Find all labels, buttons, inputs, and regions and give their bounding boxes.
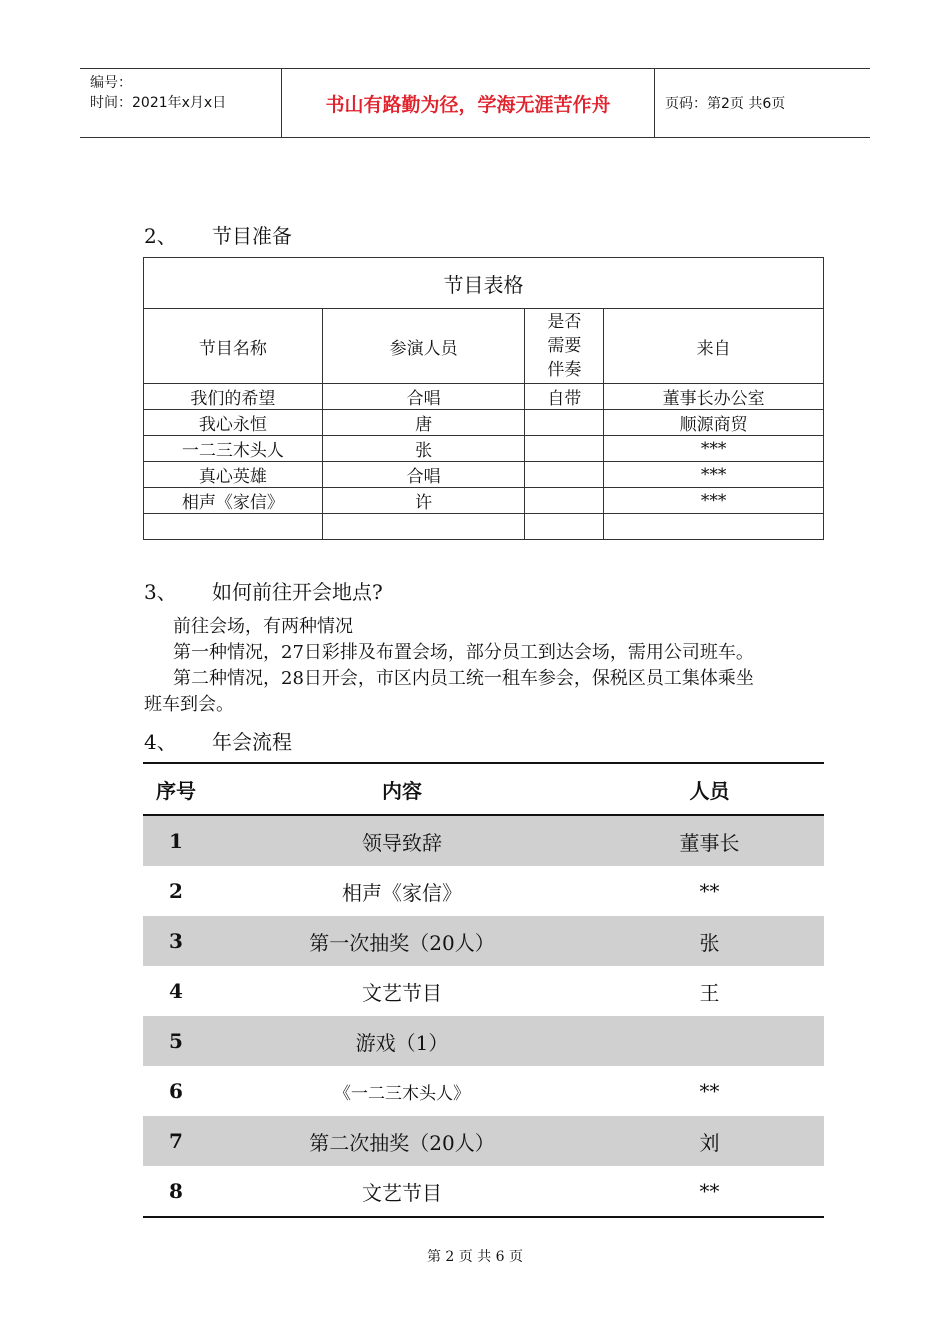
paragraph-line: 前往会场，有两种情况 xyxy=(173,616,353,637)
cell: 一二三木头人 xyxy=(144,436,323,462)
cell xyxy=(525,462,604,488)
table-row xyxy=(143,966,824,1016)
cell: 《一二三木头人》 xyxy=(334,1083,470,1104)
table-row xyxy=(144,410,824,436)
header-cell: 参演人员 xyxy=(322,309,525,384)
table-row xyxy=(143,866,824,916)
cell: 相声《家信》 xyxy=(144,488,323,514)
section-3-body xyxy=(144,614,824,718)
flow-table xyxy=(143,762,824,1218)
cell: ** xyxy=(699,1179,720,1203)
cell xyxy=(525,410,604,436)
cell: 相声《家信》 xyxy=(342,880,462,905)
cell: *** xyxy=(604,488,824,514)
paragraph-line: 第二种情况，28日开会，市区内员工统一租车参会，保税区员工集体乘坐 xyxy=(173,668,754,689)
section-title: 如何前往开会地点? xyxy=(212,580,383,604)
cell: 自带 xyxy=(525,384,604,410)
header-line: 需要 xyxy=(547,336,582,356)
table-row xyxy=(143,816,824,866)
cell: 我心永恒 xyxy=(144,410,323,436)
cell: 8 xyxy=(169,1179,183,1203)
cell: 6 xyxy=(169,1079,183,1103)
cell: ** xyxy=(699,1079,720,1103)
section-2-heading xyxy=(144,220,292,249)
section-title: 年会流程 xyxy=(212,730,292,754)
header-cell: 人员 xyxy=(689,778,730,803)
cell: 1 xyxy=(169,829,183,853)
page-header xyxy=(80,68,870,138)
table-row xyxy=(144,514,824,540)
table-row xyxy=(144,488,824,514)
cell: 领导致辞 xyxy=(362,830,442,855)
time-label: 时间：2021年x月x日 xyxy=(90,95,227,111)
cell: 5 xyxy=(169,1029,183,1053)
table-row xyxy=(144,384,824,410)
cell: 张 xyxy=(699,930,720,955)
cell: 4 xyxy=(169,979,183,1003)
cell: 合唱 xyxy=(322,384,525,410)
table-row xyxy=(143,1116,824,1166)
cell: 7 xyxy=(169,1129,183,1153)
cell: 唐 xyxy=(322,410,525,436)
cell: 王 xyxy=(699,980,720,1005)
section-title: 节目准备 xyxy=(212,224,292,248)
cell: *** xyxy=(604,436,824,462)
cell: 第二次抽奖（20人） xyxy=(309,1130,495,1155)
cell xyxy=(525,488,604,514)
header-meta xyxy=(80,69,282,137)
section-4-heading xyxy=(144,726,292,755)
header-line: 伴奏 xyxy=(547,360,582,380)
section-3-heading xyxy=(144,576,383,605)
program-table xyxy=(143,257,824,540)
header-cell: 序号 xyxy=(156,778,196,803)
section-number: 2、 xyxy=(144,224,177,248)
table-row xyxy=(143,916,824,966)
cell xyxy=(604,514,824,540)
page-footer: 第 2 页 共 6 页 xyxy=(426,1249,524,1265)
cell xyxy=(322,514,525,540)
cell: 3 xyxy=(169,929,183,953)
header-cell: 来自 xyxy=(604,309,824,384)
cell: 董事长 xyxy=(679,830,740,855)
cell xyxy=(525,514,604,540)
cell xyxy=(144,514,323,540)
cell: 真心英雄 xyxy=(144,462,323,488)
cell: 游戏（1） xyxy=(355,1030,449,1055)
header-line: 是否 xyxy=(547,312,582,332)
section-number: 3、 xyxy=(144,580,177,604)
paragraph-line: 第一种情况，27日彩排及布置会场，部分员工到达会场，需用公司班车。 xyxy=(173,642,754,663)
cell: 许 xyxy=(322,488,525,514)
cell: 文艺节目 xyxy=(362,980,442,1005)
cell: 第一次抽奖（20人） xyxy=(309,930,495,955)
cell: 顺源商贸 xyxy=(604,410,824,436)
cell: *** xyxy=(604,462,824,488)
paragraph-line: 班车到会。 xyxy=(144,694,234,715)
number-label: 编号： xyxy=(90,75,132,91)
header-cell: 内容 xyxy=(382,778,422,803)
cell: 文艺节目 xyxy=(362,1180,442,1205)
cell: 2 xyxy=(169,879,183,903)
header-cell: 节目名称 xyxy=(144,309,323,384)
flow-table-header xyxy=(143,764,824,816)
header-page-info: 页码：第2页 共6页 xyxy=(665,96,786,112)
table-row xyxy=(143,1066,824,1116)
cell: 张 xyxy=(322,436,525,462)
table-row xyxy=(144,436,824,462)
cell: 董事长办公室 xyxy=(604,384,824,410)
table-row xyxy=(143,1016,824,1066)
program-table-caption: 节目表格 xyxy=(144,258,824,309)
header-cell-accompany xyxy=(525,309,604,384)
cell: ** xyxy=(699,879,720,903)
cell: 合唱 xyxy=(322,462,525,488)
table-row xyxy=(144,462,824,488)
table-row xyxy=(143,1166,824,1216)
cell xyxy=(525,436,604,462)
cell: 刘 xyxy=(699,1130,720,1155)
header-motto: 书山有路勤为径，学海无涯苦作舟 xyxy=(282,69,655,137)
cell: 我们的希望 xyxy=(144,384,323,410)
section-number: 4、 xyxy=(144,730,177,754)
